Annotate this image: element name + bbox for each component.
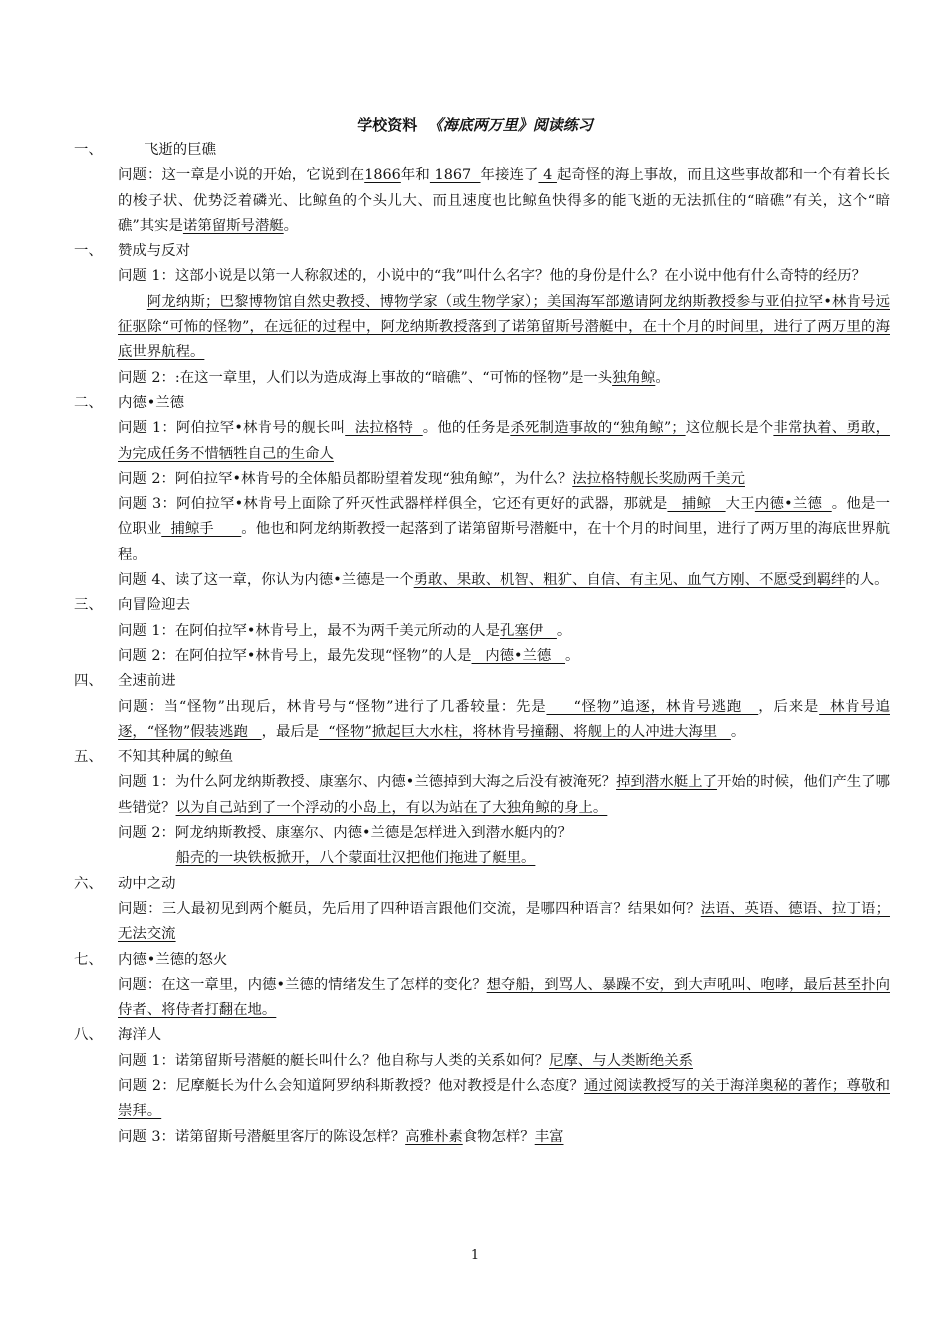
section-heading: 八、 海洋人	[74, 1027, 162, 1044]
question-paragraph: 问题 1：为什么阿龙纳斯教授、康塞尔、内德•兰德掉到大海之后没有被淹死？掉到潜水艇上了开始的时候，他们产生了哪些错觉？以为自己站到了一个浮动的小岛上，有以为站在了大独角鲸的身上。	[118, 774, 890, 816]
answer-paragraph: 船壳的一块铁板掀开，八个蒙面壮汉把他们拖进了艇里。	[175, 850, 536, 867]
question-paragraph: 问题 2：:在这一章里，人们以为造成海上事故的“暗礁”、“可怖的怪物”是一头独角鲸。	[118, 369, 670, 386]
question-paragraph: 问题：当“怪物”出现后，林肯号与“怪物”进行了几番较量：先是 “怪物”追逐，林肯号逃跑 ，后来是 林肯号追逐，“怪物”假装逃跑 ，最后是 “怪物”掀起巨大水柱，将林肯号撞翻、将舰上的人冲进大海里 。	[118, 698, 890, 740]
question-paragraph: 问题：这一章是小说的开始，它说到在1866年和 1867 年接连了 4 起奇怪的海上事故，而且这些事故都和一个有着长长的梭子状、优势泛着磷光、比鲸鱼的个头儿大、而且速度也比鲸鱼快得多的能飞逝的无法抓住的“暗礁”有关，这个“暗礁”其实是诺第留斯号潜艇。	[118, 167, 890, 234]
section-heading: 三、 向冒险迎去	[74, 597, 190, 614]
question-paragraph: 问题 1：这部小说是以第一人称叙述的，小说中的“我”叫什么名字？他的身份是什么？在小说中他有什么奇特的经历？	[118, 268, 866, 285]
title-book: 《海底两万里》阅读练习	[427, 116, 593, 134]
question-paragraph: 问题 2：尼摩艇长为什么会知道阿罗纳科斯教授？他对教授是什么态度？通过阅读教授写的关于海洋奥秘的著作；尊敬和崇拜。	[118, 1077, 890, 1120]
answer-paragraph: 阿龙纳斯；巴黎博物馆自然史教授、博物学家（或生物学家）；美国海军部邀请阿龙纳斯教授参与亚伯拉罕•林肯号远征驱除“可怖的怪物”，在远征的过程中，阿龙纳斯教授落到了诺第留斯号潜艇中，在十个月的时间里，进行了两万里的海底世界航程。	[118, 293, 890, 361]
section-heading: 二、 内德•兰德	[74, 394, 185, 411]
question-paragraph: 问题 2：在阿伯拉罕•林肯号上，最先发现“怪物”的人是 内德•兰德 。	[118, 647, 580, 664]
title-prefix: 学校资料	[357, 116, 418, 134]
question-paragraph: 问题 2：阿龙纳斯教授、康塞尔、内德•兰德是怎样进入到潜水艇内的？	[118, 825, 572, 842]
question-paragraph: 问题 4、读了这一章，你认为内德•兰德是一个勇敢、果敢、机智、粗犷、自信、有主见、血气方刚、不愿受到羁绊的人。	[118, 572, 889, 589]
question-paragraph: 问题：在这一章里，内德•兰德的情绪发生了怎样的变化？想夺船，到骂人、暴躁不安，到大声吼叫、咆哮，最后甚至扑向侍者、将侍者打翻在地。	[118, 976, 890, 1019]
question-paragraph: 问题 2：阿伯拉罕•林肯号的全体船员都盼望着发现“独角鲸”，为什么？法拉格特舰长奖励两千美元	[118, 470, 745, 487]
page-number: 1	[470, 1248, 480, 1263]
question-paragraph: 问题 3：诺第留斯号潜艇里客厅的陈设怎样？高雅朴素食物怎样？丰富	[118, 1128, 564, 1145]
section-heading: 四、 全速前进	[74, 673, 176, 690]
section-heading: 一、 飞逝的巨礁	[74, 142, 216, 158]
section-heading: 六、 动中之动	[74, 875, 176, 892]
document-body	[74, 138, 890, 1150]
question-paragraph: 问题：三人最初见到两个艇员，先后用了四种语言跟他们交流，是哪四种语言？结果如何？法语、英语、德语、拉丁语；无法交流	[118, 900, 890, 943]
question-paragraph: 问题 1：诺第留斯号潜艇的艇长叫什么？他自称与人类的关系如何？尼摩、与人类断绝关系	[118, 1052, 693, 1069]
page-title	[0, 114, 950, 135]
question-paragraph: 问题 1：在阿伯拉罕•林肯号上，最不为两千美元所动的人是孔塞伊 。	[118, 622, 572, 639]
section-heading: 一、 赞成与反对	[74, 243, 190, 260]
section-heading: 五、 不知其种属的鲸鱼	[74, 749, 234, 766]
section-heading: 七、 内德•兰德的怒火	[74, 951, 228, 968]
question-paragraph: 问题 3：阿伯拉罕•林肯号上面除了歼灭性武器样样俱全，它还有更好的武器，那就是 捕鲸 大王内德•兰德 。他是一位职业 捕鲸手 。他也和阿龙纳斯教授一起落到了诺第留斯号潜艇中，在十个月的时间里，进行了两万里的海底世界航程。	[118, 496, 890, 563]
question-paragraph: 问题 1：阿伯拉罕•林肯号的舰长叫 法拉格特 。他的任务是杀死制造事故的“独角鲸”；这位舰长是个非常执着、勇敢，为完成任务不惜牺牲自己的生命人	[118, 420, 890, 462]
